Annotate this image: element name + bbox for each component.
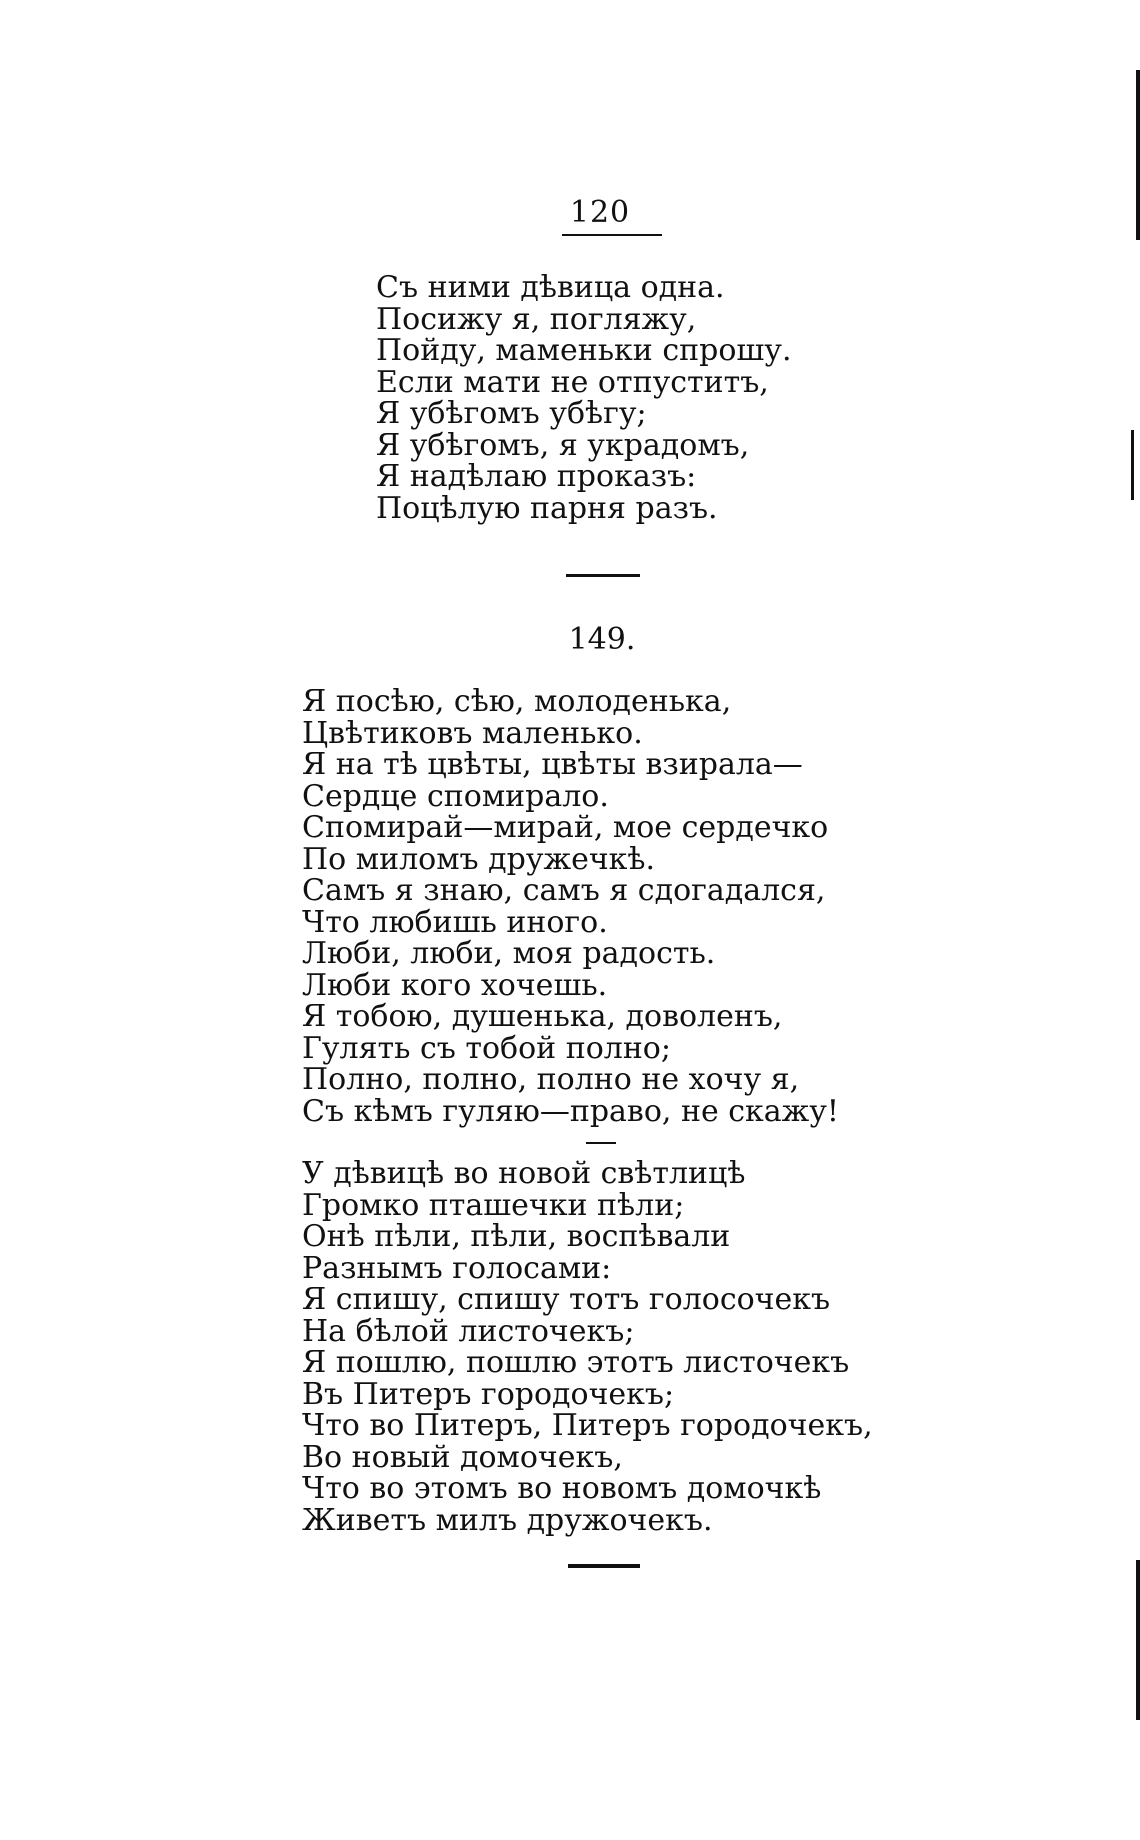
verse-line: Я убѣгомъ, я украдомъ, xyxy=(376,427,750,463)
verse-line: Съ ними дѣвица одна. xyxy=(376,270,725,305)
verse-line: Я на тѣ цвѣты, цвѣты взирала— xyxy=(302,747,803,782)
verse-line: Посижу я, погляжу, xyxy=(376,301,697,337)
verse-line: Я надѣлаю проказъ: xyxy=(376,459,697,494)
verse-line: Громко пташечки пѣли; xyxy=(302,1187,685,1223)
verse-line: У дѣвицѣ во новой свѣтлицѣ xyxy=(302,1156,746,1191)
verse-line: Гулять съ тобой полно; xyxy=(302,1030,671,1066)
verse-line: Въ Питеръ городочекъ; xyxy=(302,1376,675,1412)
verse-line: Цвѣтиковъ маленько. xyxy=(302,715,643,751)
verse-line: Поцѣлую парня разъ. xyxy=(376,490,718,526)
scan-edge-mark-bottom xyxy=(1136,1560,1140,1720)
verse-line: Пойду, маменьки спрошу. xyxy=(376,333,792,368)
verse-line: Я спишу, спишу тотъ голосочекъ xyxy=(302,1282,831,1317)
verse-line: Что во этомъ во новомъ домочкѣ xyxy=(302,1471,822,1506)
page-number: 120 xyxy=(569,195,631,230)
stanza-divider xyxy=(586,1142,616,1144)
end-divider xyxy=(568,1564,640,1568)
verse-line: Разнымъ голосами: xyxy=(302,1250,612,1286)
verse-line: Люби кого хочешь. xyxy=(302,967,608,1003)
poem-149-stanza-2 xyxy=(302,1158,873,1536)
verse-line: Сердце спомирало. xyxy=(302,778,609,814)
verse-line: Я тобою, душенька, доволенъ, xyxy=(302,999,783,1034)
scan-edge-mark-middle xyxy=(1131,430,1134,500)
verse-line: Съ кѣмъ гуляю—право, не скажу! xyxy=(302,1093,839,1129)
verse-line: Живетъ милъ дружочекъ. xyxy=(302,1502,713,1538)
stanza-continuation xyxy=(376,272,791,524)
page-number-underline xyxy=(562,234,662,236)
verse-line: Что во Питеръ, Питеръ городочекъ, xyxy=(302,1408,873,1443)
verse-line: На бѣлой листочекъ; xyxy=(302,1313,635,1349)
section-divider xyxy=(566,574,640,577)
verse-line: Я пошлю, пошлю этотъ листочекъ xyxy=(302,1345,850,1380)
verse-line: Я посѣю, сѣю, молоденька, xyxy=(302,684,732,719)
scan-edge-mark-top xyxy=(1136,70,1140,240)
verse-line: По миломъ дружечкѣ. xyxy=(302,841,656,877)
verse-line: Если мати не отпуститъ, xyxy=(376,364,769,400)
verse-line: Онѣ пѣли, пѣли, воспѣвали xyxy=(302,1219,731,1254)
poem-number: 149. xyxy=(568,622,636,657)
verse-line: Люби, люби, моя радость. xyxy=(302,936,716,971)
verse-line: Самъ я знаю, самъ я сдогадался, xyxy=(302,873,826,908)
verse-line: Спомирай—мирай, мое сердечко xyxy=(302,810,829,845)
verse-line: Полно, полно, полно не хочу я, xyxy=(302,1062,800,1097)
poem-149-stanza-1 xyxy=(302,686,839,1127)
verse-line: Что любишь иного. xyxy=(302,904,608,940)
verse-line: Я убѣгомъ убѣгу; xyxy=(376,396,647,431)
verse-line: Во новый домочекъ, xyxy=(302,1439,623,1475)
